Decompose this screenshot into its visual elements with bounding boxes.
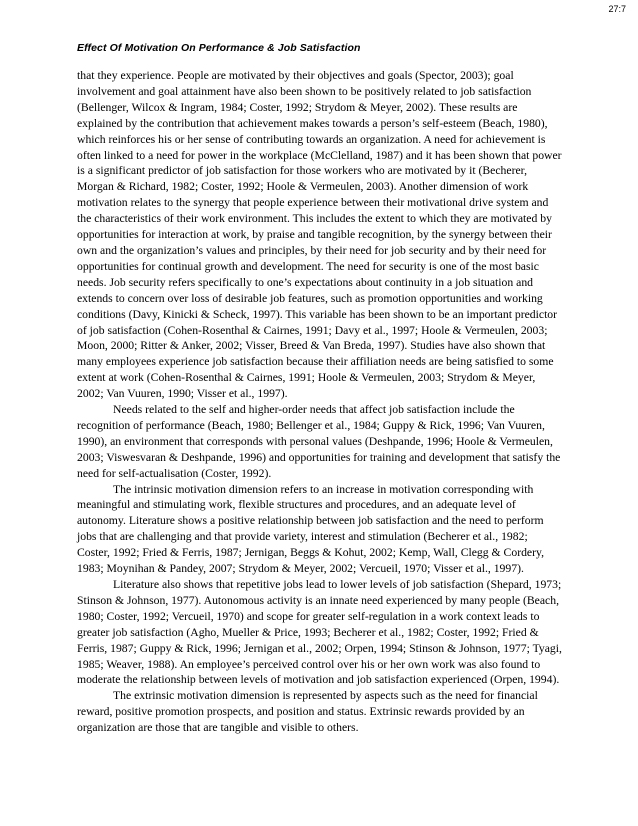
paragraph: Needs related to the self and higher-order needs that affect job satisfaction include the recognition of performance (Beach, 1980; Bellenger et al., 1984; Guppy & Rick, 1996; Van Vuuren, 1990), an environment that corresponds with personal values (Deshpande, 1996; Hoole & Vermeulen, 2003; Viswesvaran & Deshpande, 1996) and opportunities for training and development that satisfy the need for self-actualisation (Coster, 1992). xyxy=(77,403,561,480)
paragraph: Literature also shows that repetitive jobs lead to lower levels of job satisfaction (Shepard, 1973; Stinson & Johnson, 1977). Autonomous activity is an innate need experienced by many people (Beach, 1980; Coster, 1992; Vercueil, 1970) and scope for greater self-regulation in a work context leads to greater job satisfaction (Agho, Mueller & Price, 1993; Becherer et al., 1982; Coster, 1992; Fried & Ferris, 1987; Guppy & Rick, 1996; Jernigan et al., 2002; Orpen, 1994; Stinson & Johnson, 1977; Tyagi, 1985; Weaver, 1988). An employee’s perceived control over his or her own work was also found to moderate the relationship between levels of motivation and job satisfaction experienced (Orpen, 1994). xyxy=(77,578,562,687)
page-number: 27:7 xyxy=(608,4,626,14)
paragraph: The extrinsic motivation dimension is represented by aspects such as the need for financial reward, positive promotion prospects, and position and status. Extrinsic rewards provided by an organization are those that are tangible and visible to others. xyxy=(77,689,538,735)
body-text xyxy=(77,68,563,736)
paragraph: The intrinsic motivation dimension refers to an increase in motivation corresponding with meaningful and stimulating work, flexible structures and procedures, and an adequate level of autonomy. Literature shows a positive relationship between job satisfaction and the need to perform jobs that are challenging and that provide variety, interest and stimulation (Becherer et al., 1982; Coster, 1992; Fried & Ferris, 1987; Jernigan, Beggs & Kohut, 2002; Kemp, Wall, Clegg & Cordery, 1983; Moynihan & Pandey, 2007; Strydom & Meyer, 2002; Vercueil, 1970; Visser et al., 1997). xyxy=(77,482,545,576)
paragraph: that they experience. People are motivated by their objectives and goals (Spector, 2003); goal involvement and goal attainment have also been shown to be positively related to job satisfaction (Bellenger, Wilcox & Ingram, 1984; Coster, 1992; Strydom & Meyer, 2002). These results are explained by the contribution that achievement makes towards a person’s self-esteem (Beach, 1980), which reinforces his or her sense of contributing towards an organization. A need for achievement is often linked to a need for power in the workplace (McClelland, 1987) and it has been shown that power is a significant predictor of job satisfaction for those workers who are motivated by it (Becherer, Morgan & Richard, 1982; Coster, 1992; Hoole & Vermeulen, 2003). Another dimension of work motivation relates to the synergy that people experience between their motivational drive system and the characteristics of their work environment. This includes the extent to which they are motivated by opportunities for interaction at work, by praise and tangible recognition, by the synergy between their own and the organization’s values and principles, by their need for job security and by their need for opportunities for continual growth and development. The need for security is one of the most basic needs. Job security refers specifically to one’s expectations about continuity in a job situation and extends to concern over loss of desirable job features, such as promotion opportunities and working conditions (Davy, Kinicki & Scheck, 1997). This variable has been shown to be an important predictor of job satisfaction (Cohen-Rosenthal & Cairnes, 1991; Davy et al., 1997; Hoole & Vermeulen, 2003; Moon, 2000; Ritter & Anker, 2002; Visser, Breed & Van Breda, 1997). Studies have also shown that many employees experience job satisfaction because their affiliation needs are being satisfied to some extent at work (Cohen-Rosenthal & Cairnes, 1991; Hoole & Vermeulen, 2003; Strydom & Meyer, 2002; Van Vuuren, 1990; Visser et al., 1997). xyxy=(77,69,562,401)
running-header: Effect Of Motivation On Performance & Job Satisfaction xyxy=(77,42,361,54)
